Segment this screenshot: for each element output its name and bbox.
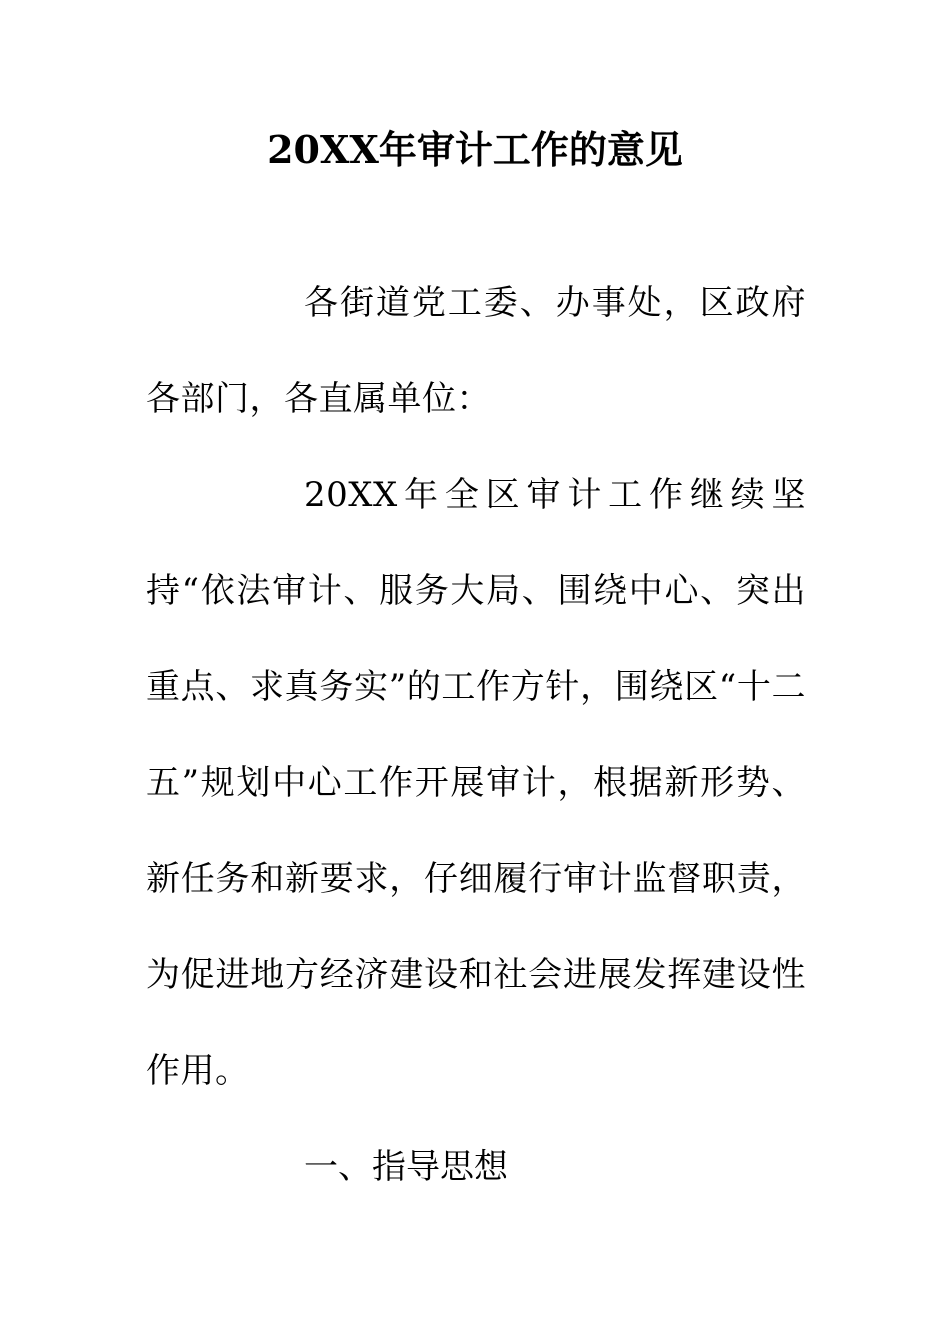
- document-title: 20XX年审计工作的意见: [267, 127, 683, 172]
- salutation-paragraph: 各街道党工委、办事处，区政府各部门，各直属单位：: [146, 283, 806, 419]
- document-body: [146, 255, 806, 1215]
- body-paragraph: 20XX年全区审计工作继续坚持“依法审计、服务大局、围绕中心、突出重点、求真务实”的工作方针，围绕区“十二五”规划中心工作开展审计，根据新形势、新任务和新要求，仔细履行审计监督职责，为促进地方经济建设和社会进展发挥建设性作用。: [146, 475, 806, 1091]
- section-heading: 一、指导思想: [304, 1147, 508, 1187]
